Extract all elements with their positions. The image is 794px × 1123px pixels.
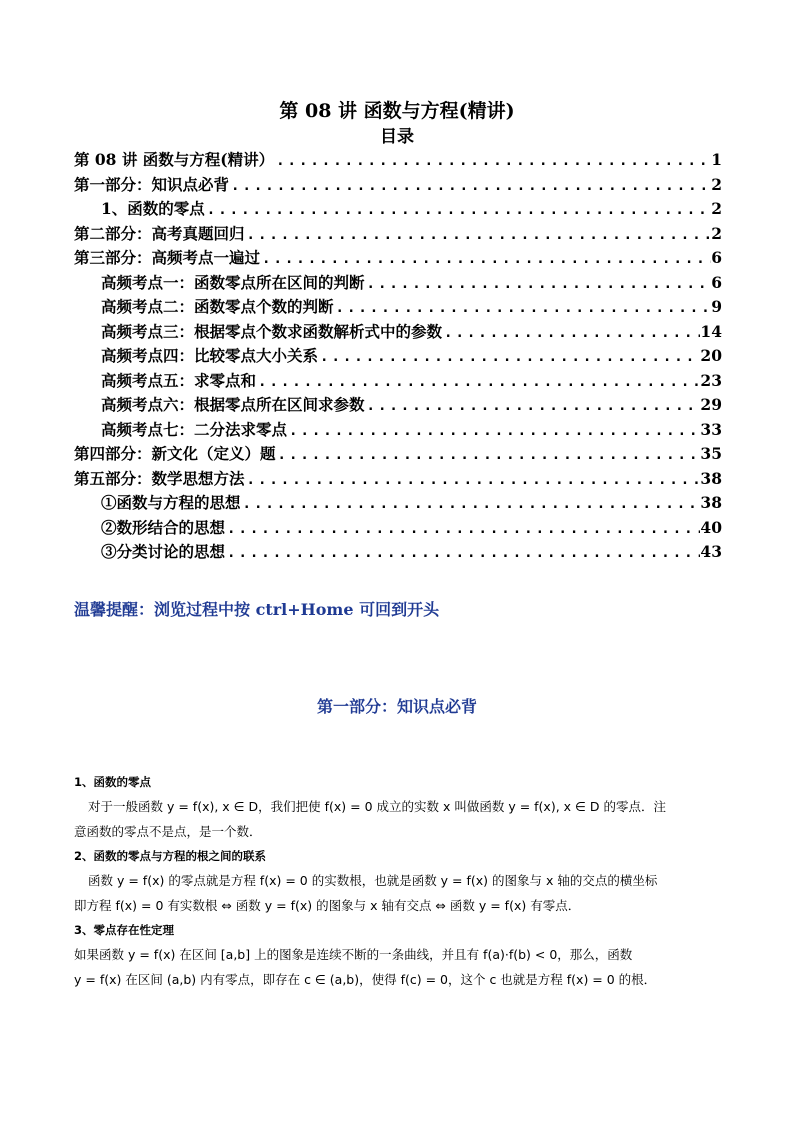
toc-entry-label: ②数形结合的思想 [101,517,226,537]
toc-entry[interactable] [74,295,722,320]
toc-entry-page: 2 [711,174,722,194]
toc-leader-dots [256,374,700,390]
item-heading: 1、函数的零点 [74,775,152,789]
item-heading: 2、函数的零点与方程的根之间的联系 [74,849,266,863]
item-line: 函数 y = f(x) 的零点就是方程 f(x) = 0 的实数根，也就是函数 y = f(x) 的图象与 x 轴的交点的横坐标 [88,873,658,888]
reminder-note: 温馨提醒：浏览过程中按 ctrl+Home 可回到开头 [74,600,440,619]
toc-entry-label: 1、函数的零点 [101,199,205,218]
toc-entry[interactable] [74,148,722,173]
toc-entry[interactable] [74,418,722,443]
toc-entry[interactable] [74,369,722,394]
toc-entry-page: 38 [700,468,722,488]
toc-entry-page: 38 [700,493,722,512]
toc-leader-dots [365,276,712,292]
toc-entry[interactable] [74,393,722,418]
toc-entry-page: 6 [711,272,722,292]
toc-leader-dots [318,349,700,365]
toc-entry[interactable] [74,540,722,565]
knowledge-item-1 [74,770,724,844]
toc-entry-label: 高频考点二：函数零点个数的判断 [101,297,334,316]
toc-entry-label: 高频考点四：比较零点大小关系 [101,346,319,365]
knowledge-item-2 [74,844,724,918]
toc-entry-label: 第 08 讲 函数与方程(精讲） [74,150,275,169]
toc-entry-page: 40 [700,517,722,537]
item-line: 即方程 f(x) = 0 有实数根 ⇔ 函数 y = f(x) 的图象与 x 轴有交点 ⇔ 函数 y = f(x) 有零点． [74,898,581,913]
toc-entry-page: 14 [700,321,722,341]
toc-entry-page: 6 [711,248,722,267]
item-heading: 3、零点存在性定理 [74,923,175,937]
toc-leader-dots [245,472,701,488]
toc-entry-label: 高频考点六：根据零点所在区间求参数 [101,395,365,414]
toc-entry-page: 20 [700,346,722,365]
toc-entry-page: 9 [711,297,722,316]
toc-leader-dots [225,545,700,561]
toc-entry-label: ①函数与方程的思想 [101,493,241,512]
toc-entry[interactable] [74,173,722,198]
toc-entry[interactable] [74,491,722,516]
toc-entry-page: 43 [700,542,722,561]
toc-title: 目录 [380,127,414,147]
toc-entry-label: 第五部分：数学思想方法 [74,468,245,488]
toc-entry[interactable] [74,320,722,345]
toc-entry[interactable] [74,442,722,467]
item-line: 对于一般函数 y = f(x), x ∈ D，我们把使 f(x) = 0 成立的实数 x 叫做函数 y = f(x), x ∈ D 的零点．注 [88,799,666,814]
toc-entry-page: 29 [700,395,722,414]
toc-entry-page: 33 [700,419,722,439]
table-of-contents [74,148,722,565]
toc-leader-dots [365,398,701,414]
toc-leader-dots [442,325,700,341]
toc-leader-dots [276,447,701,463]
toc-leader-dots [241,496,701,512]
toc-entry[interactable] [74,246,722,271]
toc-entry-page: 1 [711,150,722,169]
toc-leader-dots [225,521,700,537]
toc-entry-label: 高频考点五：求零点和 [101,370,257,390]
toc-entry-label: 第四部分：新文化（定义）题 [74,444,276,463]
toc-entry-label: 第二部分：高考真题回归 [74,223,245,243]
document-title: 第 08 讲 函数与方程(精讲) [279,100,515,122]
toc-leader-dots [274,153,711,169]
item-line: 意函数的零点不是点，是一个数． [74,824,262,839]
toc-leader-dots [205,202,711,218]
toc-leader-dots [229,178,711,194]
toc-entry[interactable] [74,271,722,296]
item-line: 如果函数 y = f(x) 在区间 [a,b] 上的图象是连续不断的一条曲线，并且有 f(a)·f(b) < 0，那么，函数 [74,947,633,962]
toc-entry-label: ③分类讨论的思想 [101,542,226,561]
toc-entry-label: 第三部分：高频考点一遍过 [74,248,261,267]
toc-entry-label: 高频考点三：根据零点个数求函数解析式中的参数 [101,321,443,341]
knowledge-item-3 [74,918,724,992]
toc-leader-dots [287,423,700,439]
toc-entry-page: 35 [700,444,722,463]
toc-entry[interactable] [74,222,722,247]
section-heading: 第一部分：知识点必背 [316,697,477,716]
toc-entry-page: 2 [711,223,722,243]
toc-entry[interactable] [74,197,722,222]
toc-entry[interactable] [74,516,722,541]
toc-entry-label: 第一部分：知识点必背 [74,174,230,194]
toc-entry[interactable] [74,344,722,369]
section-body [74,770,724,992]
toc-entry-page: 2 [711,199,722,218]
item-line: y = f(x) 在区间 (a,b) 内有零点，即存在 c ∈ (a,b)，使得 f(c) = 0，这个 c 也就是方程 f(x) = 0 的根． [74,972,657,987]
toc-leader-dots [334,300,712,316]
toc-entry-label: 高频考点七：二分法求零点 [101,419,288,439]
toc-leader-dots [260,251,711,267]
toc-leader-dots [245,227,712,243]
toc-entry-label: 高频考点一：函数零点所在区间的判断 [101,272,365,292]
toc-entry[interactable] [74,467,722,492]
toc-entry-page: 23 [700,370,722,390]
